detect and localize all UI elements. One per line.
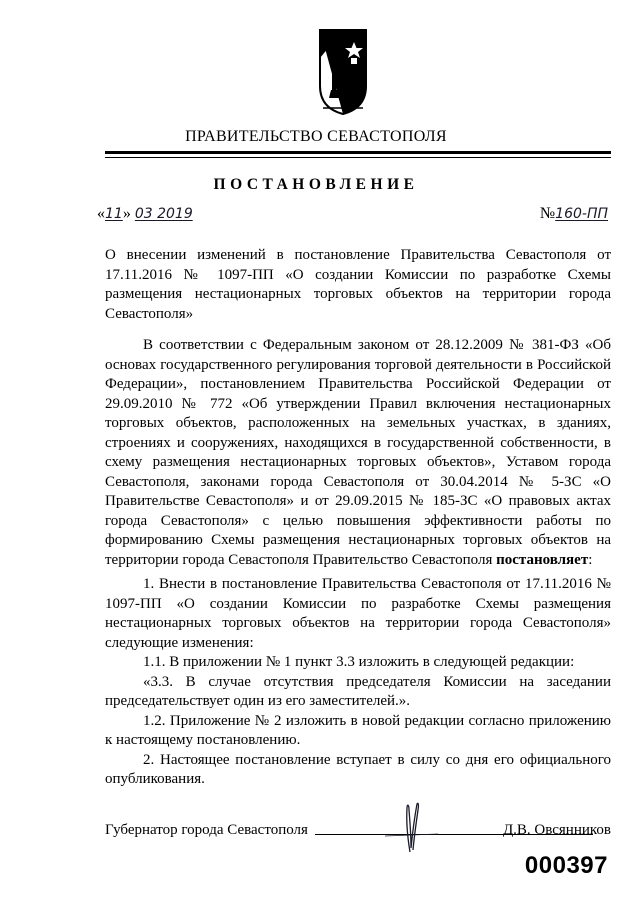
preamble-keyword: постановляет [496, 551, 589, 568]
header-rule-thin [105, 157, 611, 158]
document-title [105, 246, 611, 324]
preamble-text: В соответствии с Федеральным законом от 28.12.2009 № 381-ФЗ «Об основах государственного регулирования торговой деятельности в Российской Федерации», постановлением Правительства Российской Федерации от 29.09.2010 № 772 «Об утверждении Правил включения нестационарных торговых объектов, расположенных на земельных участках, в зданиях, строениях и сооружениях, находящихся в государственной собственности, в схему размещения нестационарных торговых объектов», Уставом города Севастополя, законами города Севастополя от 30.04.2014 № 5-ЗС «О Правительстве Севастополя» и от 29.09.2015 № 185-ЗС «О правовых актах города Севастополя» с целью повышения эффективности работы по формированию Схемы размещения нестационарных торговых объектов на территории города Севастополя Правительство Севастополя [105, 337, 611, 568]
date-close-quote: » [122, 205, 135, 222]
date-open-quote: « [97, 205, 105, 222]
registration-number: 000397 [524, 852, 608, 879]
item-1-1-quote: «3.3. В случае отсутствия председателя Комиссии на заседании председательствует один из его заместителей.». [105, 673, 611, 709]
header-rule-thick [105, 151, 611, 154]
number-value: 160-ПП [555, 206, 608, 222]
government-title: ПРАВИТЕЛЬСТВО СЕВАСТОПОЛЯ [185, 128, 447, 145]
coat-of-arms-emblem [318, 28, 368, 116]
item-1-1: 1.1. В приложении № 1 пункт 3.3 изложить в следующей редакции: [143, 654, 575, 670]
item-1: 1. Внести в постановление Правительства Севастополя от 17.11.2016 № 1097-ПП «О создании Комиссии по разработке Схемы размещения нестационарных торговых объектов на территории города Севастополя» следующие изменения: [105, 576, 611, 651]
title-text: О внесении изменений в постановление Правительства Севастополя от 17.11.2016 № 1097-ПП «О создании Комиссии по разработке Схемы размещения нестационарных торговых объектов на территории города Севастополя» [105, 247, 611, 322]
document-date [97, 205, 193, 223]
date-day: 11 [105, 206, 123, 222]
signatory-name: Д.В. Овсянников [502, 822, 611, 838]
document-type-heading: ПОСТАНОВЛЕНИЕ [213, 176, 419, 193]
handwritten-signature [380, 800, 440, 855]
document-number [540, 205, 608, 223]
preamble-end: : [588, 551, 593, 568]
item-2: 2. Настоящее постановление вступает в силу со дня его официального опубликования. [105, 751, 611, 787]
preamble [105, 336, 611, 570]
item-1-2: 1.2. Приложение № 2 изложить в новой редакции согласно приложению к настоящему постановлению. [105, 712, 611, 748]
signatory-position: Губернатор города Севастополя [105, 822, 308, 838]
preamble-paragraph [105, 336, 611, 570]
date-month-year: 03 2019 [134, 206, 193, 222]
operative-items [105, 575, 611, 790]
number-sign: № [539, 205, 556, 222]
